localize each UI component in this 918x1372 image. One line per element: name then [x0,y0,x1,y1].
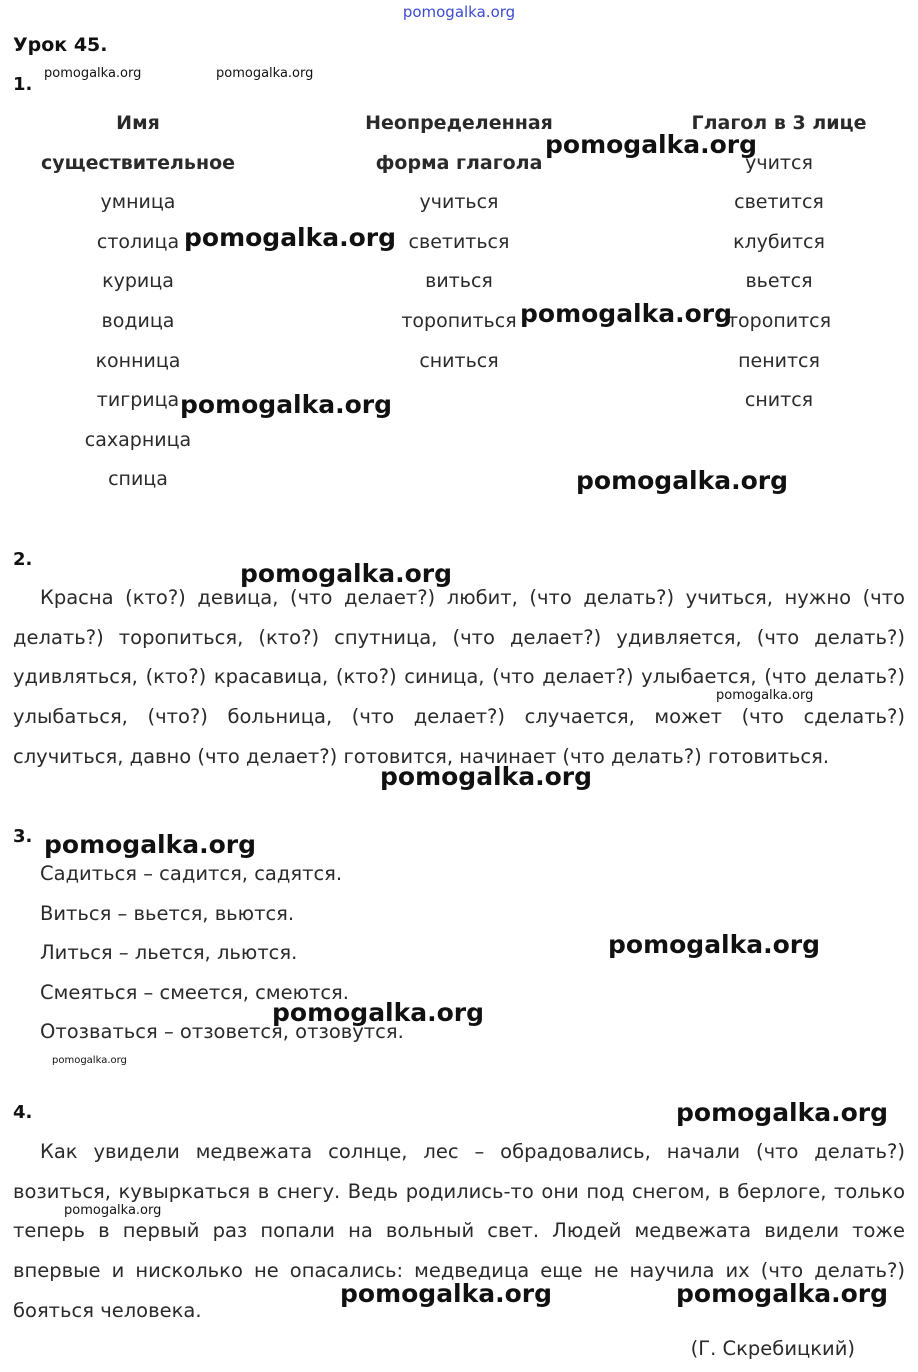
lesson-title: Урок 45. [13,34,108,56]
column-infinitive-header-2: форма глагола [375,151,543,174]
exercise-3-line: Виться – вьется, вьются. [40,902,295,925]
list-item: умница [100,191,176,214]
watermark: pomogalka.org [44,66,142,81]
watermark: pomogalka.org [676,1279,889,1308]
list-item: снится [744,389,814,412]
list-item: курица [102,270,174,293]
column-nouns-header-2: существительное [40,151,236,174]
column-infinitive-header-1: Неопределенная [365,112,553,134]
list-item: сниться [419,349,499,372]
watermark: pomogalka.org [184,223,397,252]
watermark: pomogalka.org [64,1203,162,1218]
watermark: pomogalka.org [576,466,789,495]
watermark: pomogalka.org [44,830,257,859]
list-item: торопиться [401,309,517,332]
watermark: pomogalka.org [716,688,814,703]
watermark: pomogalka.org [180,390,393,419]
column-nouns [38,104,238,500]
list-item: светиться [408,230,510,253]
exercise-2-number: 2. [13,549,33,570]
list-item: учиться [419,191,499,214]
watermark: pomogalka.org [545,130,758,159]
list-item: торопится [726,309,832,332]
watermark: pomogalka.org [272,998,485,1027]
exercise-4-text: Как увидели медвежата солнце, лес – обрадовались, начали (что делать?) возиться, кувыркаться в снегу. Ведь родились-то они под снегом, в берлоге, только теперь в первый раз попали на вольный свет. Людей медвежата видели тоже впервые и нисколько не опасались: медведица еще не научила их (что делать?) бояться человека. [13,1140,905,1322]
exercise-3-line: Литься – льется, льются. [40,941,298,964]
exercise-3-line: Отозваться – отзовется, отзовутся. [40,1020,404,1043]
list-item: конница [95,349,181,372]
exercise-4-author: (Г. Скребицкий) [690,1337,855,1360]
column-nouns-header-1: Имя [116,112,160,134]
watermark: pomogalka.org [520,299,733,328]
list-item: тигрица [96,389,180,412]
column-third-person-header: Глагол в 3 лице [691,112,867,134]
watermark-top: pomogalka.org [402,3,516,21]
exercise-1-number: 1. [13,74,33,95]
watermark: pomogalka.org [340,1279,553,1308]
watermark: pomogalka.org [52,1055,127,1066]
exercise-3-line: Садиться – садится, садятся. [40,862,343,885]
list-item: учится [745,151,813,174]
exercise-3-line: Смеяться – смеется, смеются. [40,981,349,1004]
list-item: клубится [733,230,825,253]
watermark: pomogalka.org [608,930,821,959]
list-item: сахарница [84,428,192,451]
list-item: светится [734,191,824,214]
list-item: столица [96,230,180,253]
exercise-3-number: 3. [13,826,33,847]
list-item: вьется [745,270,813,293]
exercise-2-text: Красна (кто?) девица, (что делает?) любит, (что делать?) учиться, нужно (что делать?) торопиться, (кто?) спутница, (что делает?) удивляется, (что делать?) удивляться, (кто?) красавица, (кто?) синица, (что делает?) улыбается, (что делать?) улыбаться, (что?) больница, (что делает?) случается, может (что сделать?) случиться, давно (что делает?) готовится, начинает (что делать?) готовиться. [13,586,905,768]
list-item: водица [101,309,175,332]
watermark: pomogalka.org [216,66,314,81]
watermark: pomogalka.org [240,559,453,588]
watermark: pomogalka.org [676,1098,889,1127]
list-item: спица [108,468,168,491]
exercise-4-number: 4. [13,1102,33,1123]
watermark: pomogalka.org [380,762,593,791]
list-item: пенится [738,349,820,372]
list-item: виться [425,270,493,293]
